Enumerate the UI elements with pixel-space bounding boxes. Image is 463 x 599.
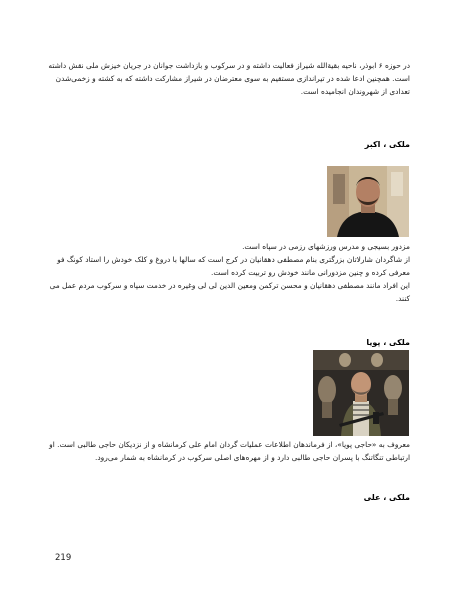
portrait-photo-pouya <box>313 350 409 436</box>
page-number: 219 <box>55 553 72 563</box>
entry-heading-ali: ملکی ، علی <box>363 493 410 502</box>
entry-description-pouya: معروف به «حاجی پویا»، از فرماندهان اطلاعات عملیات گردان امام علی کرمانشاه و از نزدیکان حاجی طالبی است. او ارتباطی تنگاتنگ با پسران حاجی طالبی دارد و از مهره‌های اصلی سرکوب در کرمانشاه به شمار می‌رود. <box>49 440 410 462</box>
entry-description-akbar: مزدور بسیجی و مدرس ورزشهای رزمی در سپاه است. از شاگردان شارلاتان بزرگتری بنام مصطفی دهقانیان در کرج است که سالها با دروغ و کلک خودش را استاد کونگ فو معرفی کرده و چنین مزدورانی مانند خودش رو تربیت کرده است. این افراد مانند مصطفی دهقانیان و محسن ترکمن ومعین الدین لی لی وغیره در خدمت سپاه و سرکوب مردم عمل می کنند. <box>49 242 410 303</box>
entry-heading-akbar: ملکی ، اکبر <box>364 140 410 149</box>
portrait-photo-akbar <box>327 166 409 237</box>
intro-paragraph: در حوزه ۶ ابوذر، ناحیه بقیةالله شیراز فعالیت داشته و در سرکوب و بازداشت جوانان در جریان خیزش ملی نقش داشته است. همچنین ادعا شده در تیراندازی مستقیم به سوی معترضان در شیراز مشارکت داشته که به کشته و زخمی‌شدن تعدادی از شهروندان انجامیده است. <box>48 61 410 96</box>
entry-heading-pouya: ملکی ، پویا <box>366 338 410 347</box>
